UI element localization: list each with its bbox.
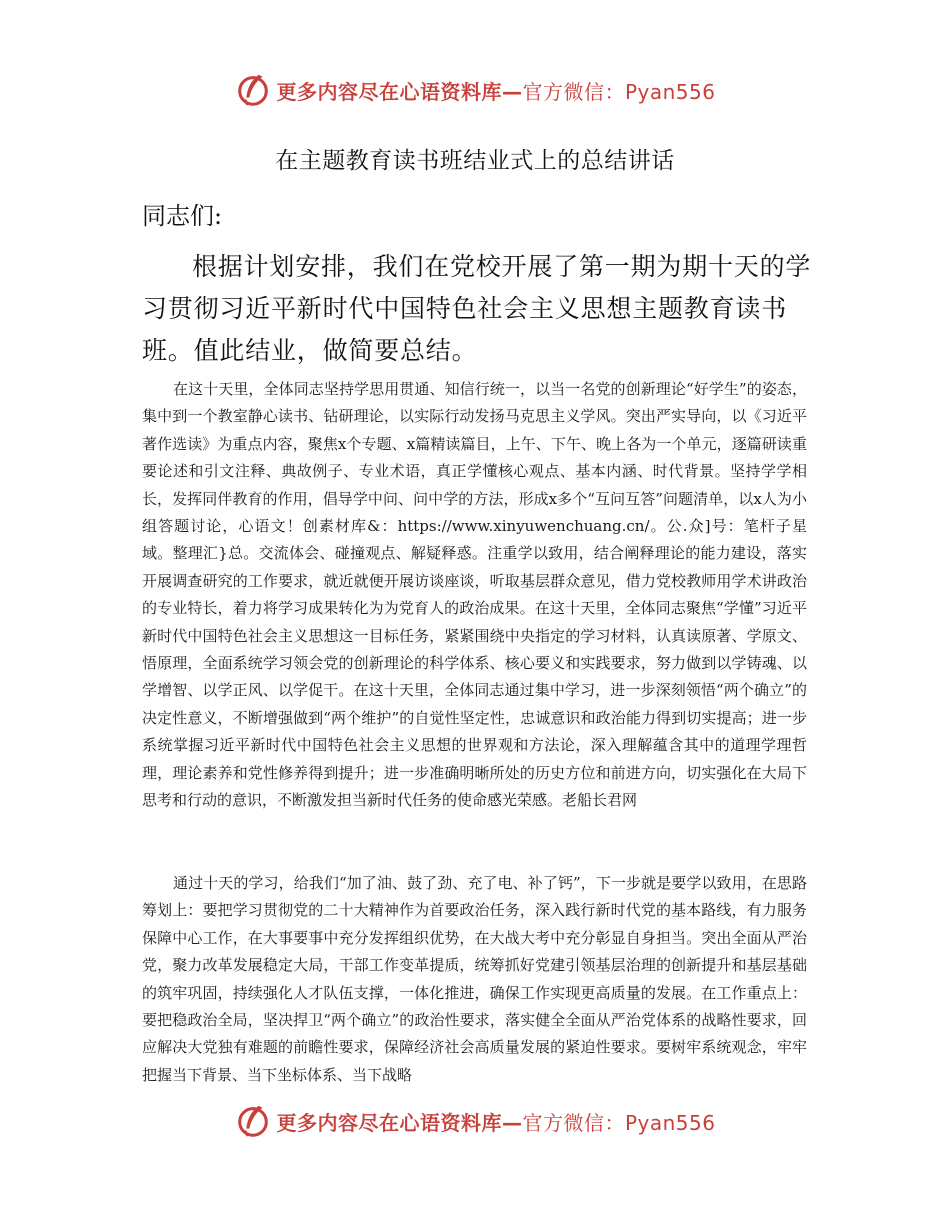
banner-text: 更多内容尽在心语资料库—官方微信：Pyan556 [276, 1110, 716, 1135]
document-title: 在主题教育读书班结业式上的总结讲话 [275, 148, 675, 174]
quill-seal-logo-icon [234, 1102, 272, 1140]
footer-watermark-banner [0, 1099, 950, 1143]
body-paragraph-2: 通过十天的学习，给我们“加了油、鼓了劲、充了电、补了钙”，下一步就是要学以致用，在思路筹划上：要把学习贯彻党的二十大精神作为首要政治任务，深入践行新时代党的基本路线，有力服务保障中心工作，在大事要事中充分发挥组织优势，在大战大考中充分彰显自身担当。突出全面从严治党，聚力改革发展稳定大局，干部工作变革提质，统筹抓好党建引领基层治理的创新提升和基层基础的筑牢巩固，持续强化人才队伍支撑，一体化推进，确保工作实现更高质量的发展。在工作重点上：要把稳政治全局，坚决捍卫“两个确立”的政治性要求，落实健全全面从严治党体系的战略性要求，回应解决大党独有难题的前瞻性要求，保障经济社会高质量发展的紧迫性要求。要树牢系统观念，牢牢把握当下背景、当下坐标体系、当下战略 [142, 874, 807, 1084]
salutation: 同志们: [142, 202, 223, 230]
header-watermark-banner [0, 68, 950, 112]
banner-text: 更多内容尽在心语资料库—官方微信：Pyan556 [276, 79, 716, 104]
intro-paragraph: 根据计划安排，我们在党校开展了第一期为期十天的学习贯彻习近平新时代中国特色社会主义思想主题教育读书班。值此结业，做简要总结。 [142, 252, 812, 365]
quill-seal-logo-icon [234, 71, 272, 109]
body-paragraph-1: 在这十天里，全体同志坚持学思用贯通、知信行统一，以当一名党的创新理论“好学生”的姿态，集中到一个教室静心读书、钻研理论，以实际行动发扬马克思主义学风。突出严实导向，以《习近平著作选读》为重点内容，聚焦x个专题、x篇精读篇目，上午、下午、晚上各为一个单元，逐篇研读重要论述和引文注释、典故例子、专业术语，真正学懂核心观点、基本内涵、时代背景。坚持学学相长，发挥同伴教育的作用，倡导学中问、问中学的方法，形成x多个“互问互答”问题清单，以x人为小组答题讨论，心语文！创素材库&：https://www.xinyuwenchuang.cn/。公.众]号：笔杆子星域。整理汇}总。交流体会、碰撞观点、解疑释惑。注重学以致用，结合阐释理论的能力建设，落实开展调查研究的工作要求，就近就便开展访谈座谈，听取基层群众意见，借力党校教师用学术讲政治的专业特长，着力将学习成果转化为为党育人的政治成果。在这十天里，全体同志聚焦“学懂”习近平新时代中国特色社会主义思想这一目标任务，紧紧围绕中央指定的学习材料，认真读原著、学原文、悟原理，全面系统学习领会党的创新理论的科学体系、核心要义和实践要求，努力做到以学铸魂、以学增智、以学正风、以学促干。在这十天里，全体同志通过集中学习，进一步深刻领悟“两个确立”的决定性意义，不断增强做到“两个维护”的自觉性坚定性，忠诚意识和政治能力得到切实提高；进一步系统掌握习近平新时代中国特色社会主义思想的世界观和方法论，深入理解蕴含其中的道理学理哲理，理论素养和党性修养得到提升；进一步准确明晰所处的历史方位和前进方向，切实强化在大局下思考和行动的意识，不断激发担当新时代任务的使命感光荣感。老船长君网 [142, 380, 807, 810]
